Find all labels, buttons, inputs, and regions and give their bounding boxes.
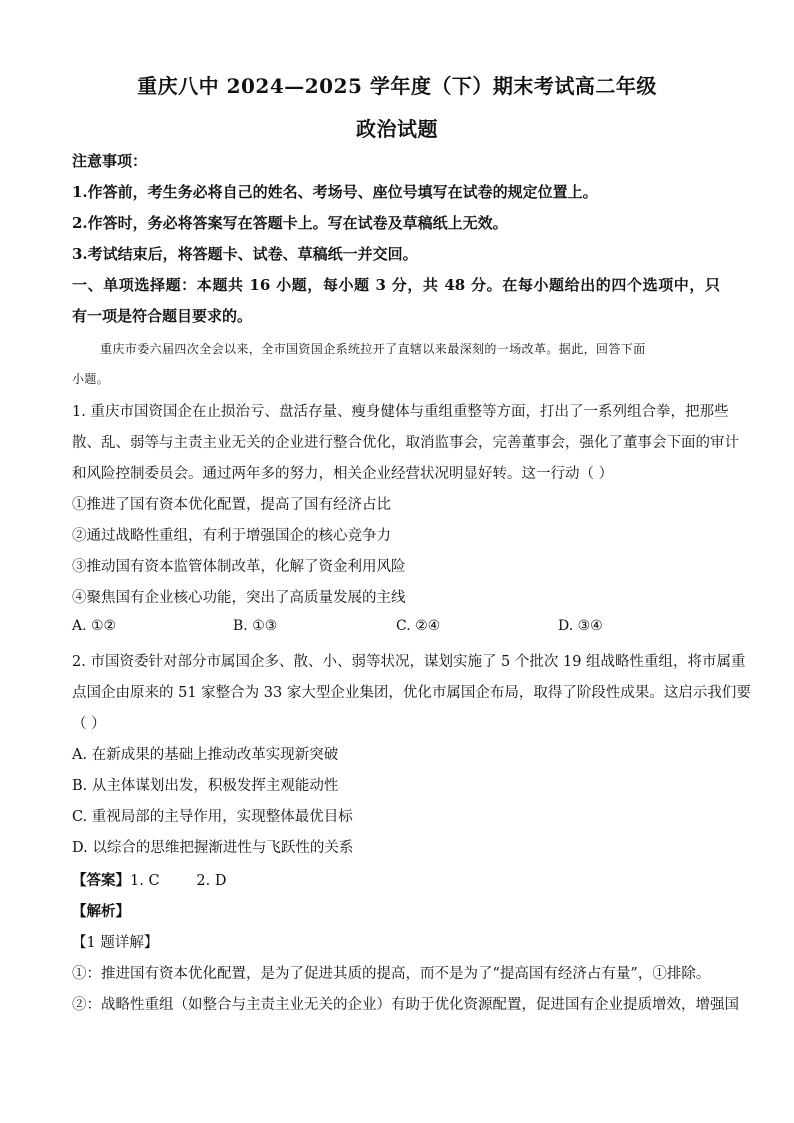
analysis-tag: 【解析】 (72, 903, 130, 920)
question-1-stem-line-3: 和风险控制委员会。通过两年多的努力，相关企业经营状况明显好转。这一行动（ ） (72, 466, 614, 482)
question-1-option-d: D. ③④ (558, 618, 603, 634)
question-1-stem-line-1: 1. 重庆市国资国企在止损治亏、盘活存量、瘦身健体与重组重整等方面，打出了一系列组合拳，把那些 (72, 404, 729, 420)
answer-tag: 【答案】 (72, 872, 130, 889)
answer-row (72, 869, 226, 890)
question-2-stem-line-1: 2. 市国资委针对部分市属国企多、散、小、弱等状况，谋划实施了 5 个批次 19 组战略性重组，将市属重 (72, 654, 746, 670)
notice-item-2: 2.作答时，务必将答案写在答题卡上。写在试卷及草稿纸上无效。 (72, 214, 508, 232)
question-1-option-a: A. ①② (72, 618, 117, 634)
exam-subject-title: 政治试题 (356, 117, 438, 141)
question-2-option-a: A. 在新成果的基础上推动改革实现新突破 (72, 747, 339, 763)
question-1-detail-heading: 【1 题详解】 (72, 935, 159, 951)
exam-title: 重庆八中 2024—2025 学年度（下）期末考试高二年级 (137, 74, 657, 98)
notice-item-3: 3.考试结束后，将答题卡、试卷、草稿纸一并交回。 (72, 245, 418, 263)
question-1-statement-4: ④聚焦国有企业核心功能，突出了高质量发展的主线 (72, 590, 406, 606)
question-1-statement-1: ①推进了国有资本优化配置，提高了国有经济占比 (72, 497, 391, 513)
section-instructions-line-2: 有一项是符合题目要求的。 (72, 307, 253, 325)
question-2-option-c: C. 重视局部的主导作用，实现整体最优目标 (72, 809, 353, 825)
question-1-option-c: C. ②④ (396, 618, 441, 634)
analysis-line-2: ②：战略性重组（如整合与主责主业无关的企业）有助于优化资源配置，促进国有企业提质增效，增强国 (72, 997, 739, 1013)
analysis-line-1: ①：推进国有资本优化配置，是为了促进其质的提高，而不是为了“提高国有经济占有量”，①排除。 (72, 966, 711, 982)
question-1-stem-line-2: 散、乱、弱等与主责主业无关的企业进行整合优化，取消监事会，完善董事会，强化了董事会下面的审计 (72, 435, 739, 451)
question-1-option-b: B. ①③ (233, 618, 278, 634)
question-1-statement-3: ③推动国有资本监管体制改革，化解了资金利用风险 (72, 559, 406, 575)
question-2-stem-line-2: 点国企由原来的 51 家整合为 33 家大型企业集团，优化市属国企布局，取得了阶段性成果。这启示我们要 (72, 685, 751, 701)
section-instructions-line-1: 一、单项选择题：本题共 16 小题，每小题 3 分，共 48 分。在每小题给出的四个选项中，只 (72, 276, 720, 294)
notice-item-1: 1.作答前，考生务必将自己的姓名、考场号、座位号填写在试卷的规定位置上。 (72, 183, 598, 201)
material-line-2: 小题。 (72, 372, 110, 386)
notice-heading: 注意事项： (72, 152, 148, 170)
question-1-statement-2: ②通过战略性重组，有利于增强国企的核心竞争力 (72, 528, 391, 544)
question-2-stem-line-3: （ ） (72, 716, 106, 732)
answer-text: 1. C 2. D (130, 873, 227, 889)
question-2-option-d: D. 以综合的思维把握渐进性与飞跃性的关系 (72, 840, 354, 856)
question-2-option-b: B. 从主体谋划出发，积极发挥主观能动性 (72, 778, 339, 794)
material-line-1: 重庆市委六届四次全会以来，全市国资国企系统拉开了直辖以来最深刻的一场改革。据此，回答下面 (100, 342, 646, 356)
